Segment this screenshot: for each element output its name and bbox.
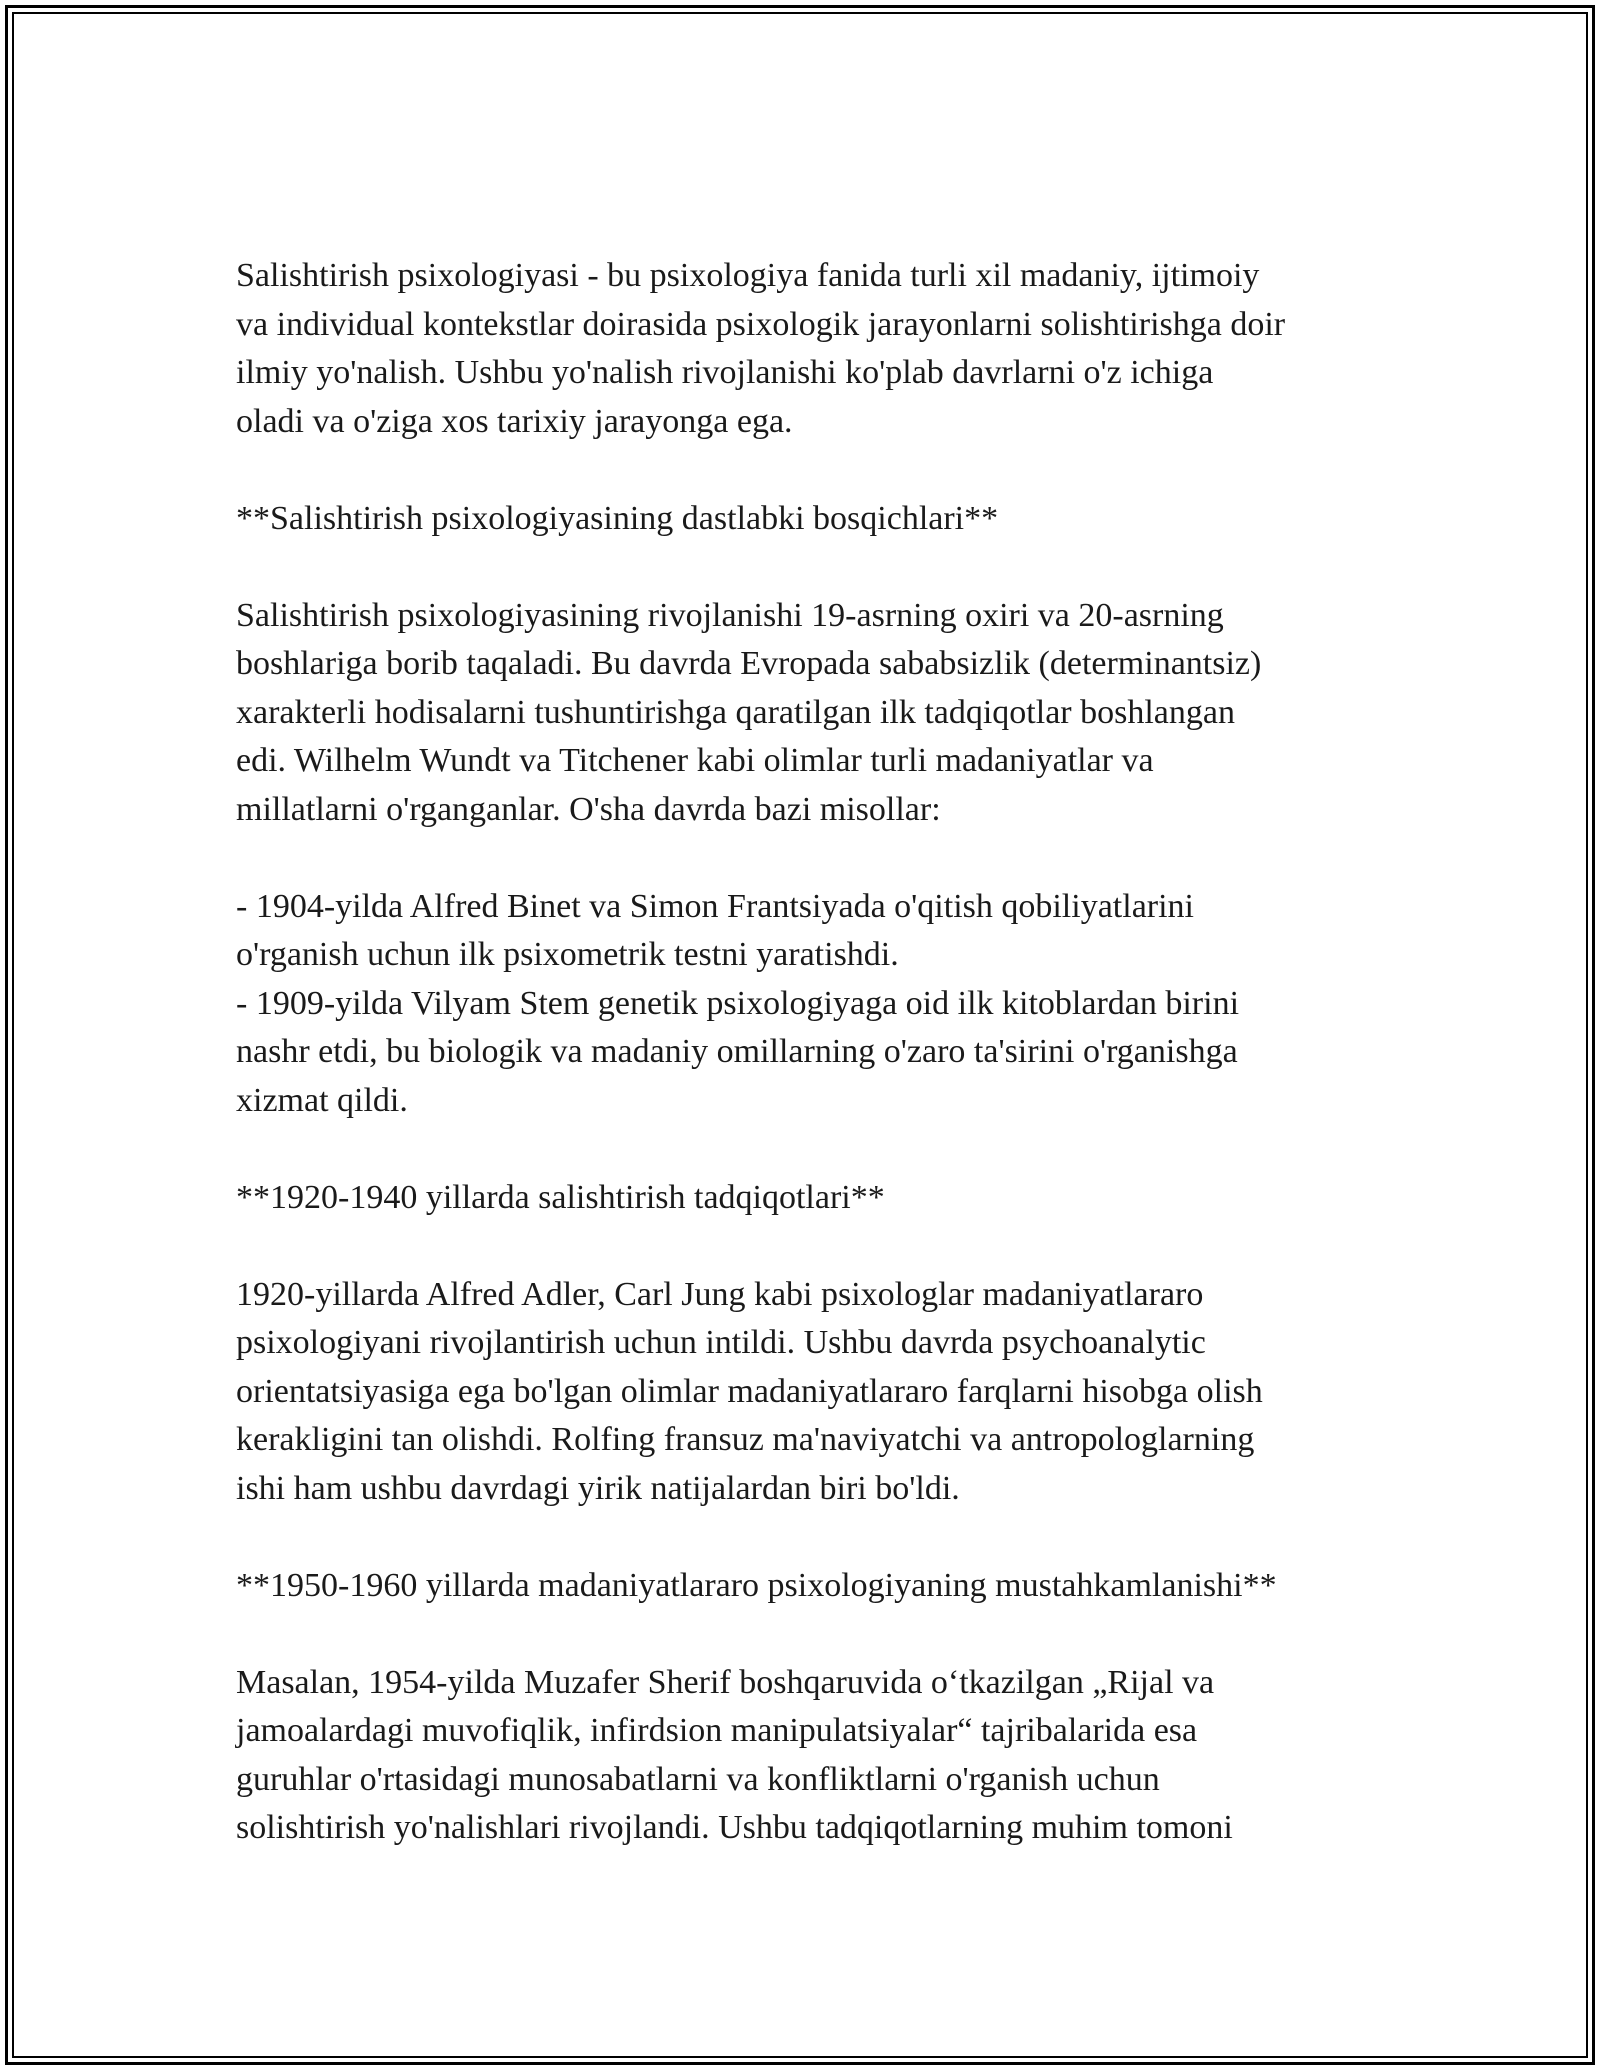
section-heading-early-stages: **Salishtirish psixologiyasining dastlabki bosqichlari** [236,499,999,537]
examples-list: - 1904-yilda Alfred Binet va Simon Frantsiyada o'qitish qobiliyatlarini o'rganish uchun ilk psixometrik testni yaratishdi. - 1909-yilda Vilyam Stem genetik psixologiyaga oid ilk kitoblardan birini nashr etdi, bu biologik va madaniy omillarning o'zaro ta'sirini o'rganishga xizmat qildi. [236,887,1240,1119]
period-1920-1940-paragraph: 1920-yillarda Alfred Adler, Carl Jung kabi psixologlar madaniyatlararo psixologiyani rivojlantirish uchun intildi. Ushbu davrda psychoanalytic orientatsiyasiga ega bo'lgan olimlar madaniyatlararo farqlarni hisobga olish kerakligini tan olishdi. Rolfing fransuz ma'naviyatchi va antropologlarning ishi ham ushbu davrdagi yirik natijalardan biri bo'ldi. [236,1275,1263,1507]
intro-paragraph: Salishtirish psixologiyasi - bu psixologiya fanida turli xil madaniy, ijtimoiy va individual kontekstlar doirasida psixologik jarayonlarni solishtirishga doir ilmiy yo'nalish. Ushbu yo'nalish rivojlanishi ko'plab davrlarni o'z ichiga oladi va o'ziga xos tarixiy jarayonga ega. [236,257,1286,440]
period-1950-1960-paragraph: Masalan, 1954-yilda Muzafer Sherif boshqaruvida o‘tkazilgan „Rijal va jamoalardagi muvofiqlik, infirdsion manipulatsiyalar“ tajribalarida esa guruhlar o'rtasidagi munosabatlarni va konfliktlarni o'rganish uchun solishtirish yo'nalishlari rivojlandi. Ushbu tadqiqotlarning muhim tomoni [236,1663,1233,1846]
early-stages-paragraph: Salishtirish psixologiyasining rivojlanishi 19-asrning oxiri va 20-asrning boshlariga borib taqaladi. Bu davrda Evropada sababsizlik (determinantsiz) xarakterli hodisalarni tushuntirishga qaratilgan ilk tadqiqotlar boshlangan edi. Wilhelm Wundt va Titchener kabi olimlar turli madaniyatlar va millatlarni o'rganganlar. O'sha davrda bazi misollar: [236,596,1262,828]
document-body [236,252,1386,1853]
section-heading-1950-1960: **1950-1960 yillarda madaniyatlararo psixologiyaning mustahkamlanishi** [236,1566,1277,1604]
section-heading-1920-1940: **1920-1940 yillarda salishtirish tadqiqotlari** [236,1178,885,1216]
